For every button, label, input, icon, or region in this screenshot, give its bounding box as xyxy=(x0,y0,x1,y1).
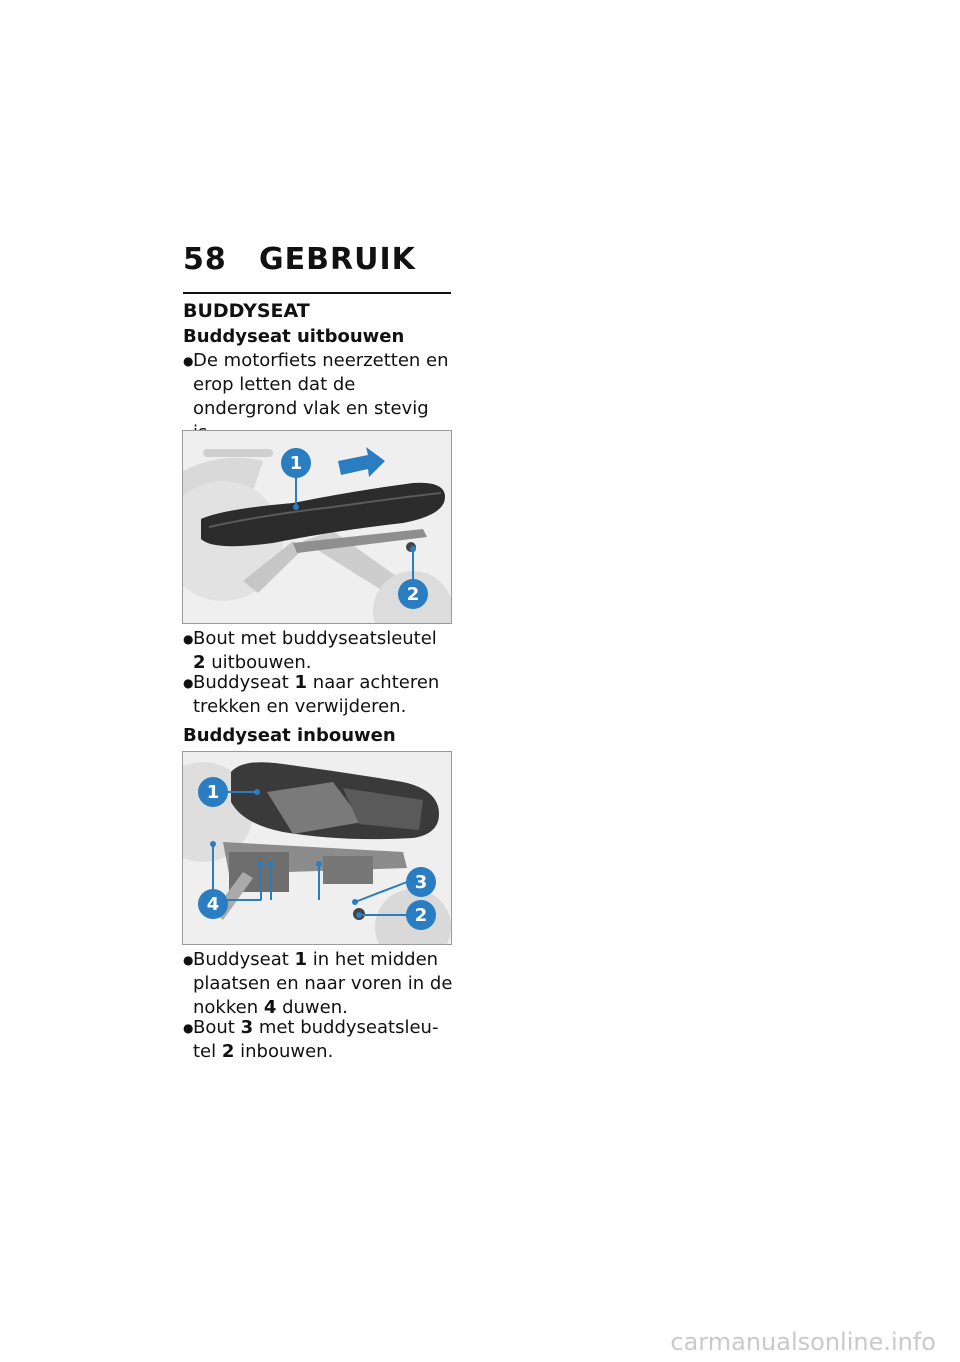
ref-number: 2 xyxy=(221,1041,235,1062)
bullet-icon: ● xyxy=(183,1021,194,1035)
callout-2-label: 2 xyxy=(414,905,428,926)
callout-4-label: 4 xyxy=(206,894,220,915)
ref-number: 1 xyxy=(294,672,308,693)
watermark: carmanualsonline.info xyxy=(670,1328,936,1356)
step-text: Buddyseat 1 naar achteren trekken en verwijderen. xyxy=(193,672,440,717)
callout-1-label: 1 xyxy=(289,453,303,474)
ref-number: 1 xyxy=(294,949,308,970)
callout-2-label: 2 xyxy=(406,584,420,605)
section-title: BUDDYSEAT xyxy=(183,300,310,322)
step-text: De motorfiets neerzetten en erop letten dat de ondergrond vlak en stevig xyxy=(193,350,449,419)
removal-title: Buddyseat uitbouwen xyxy=(183,326,405,347)
seat-installation-illustration xyxy=(183,752,451,944)
ref-number: 4 xyxy=(263,997,277,1018)
list-item xyxy=(183,948,453,1020)
list-item xyxy=(183,627,453,675)
bullet-icon: ● xyxy=(183,354,194,368)
step-text: Buddyseat 1 in het midden plaatsen en naar voren in de nokken 4 duwen. xyxy=(193,949,453,1018)
page-number: 58 xyxy=(183,242,227,277)
page-header xyxy=(183,242,416,277)
installation-title: Buddyseat inbouwen xyxy=(183,725,396,746)
list-item xyxy=(183,671,453,719)
bullet-icon: ● xyxy=(183,676,194,690)
callout-3-label: 3 xyxy=(414,872,428,893)
ref-number: 3 xyxy=(240,1017,254,1038)
figure-seat-installation xyxy=(182,751,452,945)
bullet-icon: ● xyxy=(183,953,194,967)
list-item xyxy=(183,1016,453,1064)
ref-number: 2 xyxy=(193,652,206,673)
seat-removal-illustration xyxy=(183,431,451,623)
step-text: Bout 3 met buddyseatsleu- tel 2 inbouwen. xyxy=(193,1017,439,1062)
step-text: Bout met buddyseatsleutel 2 uitbouwen. xyxy=(193,628,437,673)
figure-seat-removal xyxy=(182,430,452,624)
bullet-icon: ● xyxy=(183,632,194,646)
callout-1-label: 1 xyxy=(206,782,220,803)
header-rule xyxy=(183,292,451,294)
chapter-title: GEBRUIK xyxy=(259,242,416,277)
